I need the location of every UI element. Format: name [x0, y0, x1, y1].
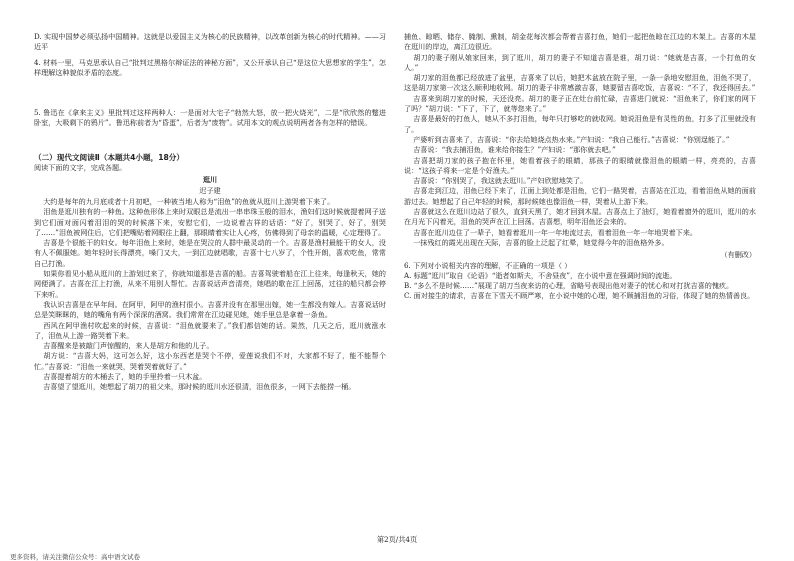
story-paragraph: 西风在阿甲渔村吹起来的时候，吉喜说：“泪鱼就要来了。”我们都信她的话。果然，几天之后，逛川就涨水了，泪鱼从上游一路哭着下来。	[34, 320, 386, 340]
question-6-option-a: A. 标题“逛川”取自《论语》“逝者如斯夫，不舍昼夜”，在小说中意在强调时间的流逝。	[404, 270, 677, 280]
source-note: （有删改）	[720, 250, 756, 260]
story-paragraph: 胡刀的妻子刚从娘家回来，到了逛川，胡刀的妻子不知道吉喜是谁，胡刀说：“她就是吉喜，一个打鱼的女人。”	[404, 52, 756, 72]
story-paragraph: 胡刀家的泪鱼都已经放进了盆里，吉喜来了以后，她把木盆放在院子里，一条一条地安慰泪鱼，泪鱼不哭了，这是胡刀家第一次这么顺利地收网。胡刀的妻子非常感激吉喜，她要留吉喜吃饭，吉喜说：“不了，我还得回去。”	[404, 73, 756, 93]
story-paragraph: 吉喜把胡刀家的孩子抱在怀里，她看着孩子的眼睛，那孩子的眼睛就像泪鱼的眼睛一样，亮亮的，吉喜说：“这孩子将来一定是个好渔夫。”	[404, 155, 756, 175]
story-paragraph: 吉喜是最好的打鱼人，她从不多打泪鱼，每年只打够吃的就收网。她说泪鱼是有灵性的鱼，打多了江里就没有了。	[404, 114, 756, 134]
story-paragraph: 吉喜提着胡方的木桶去了，她的手里拎着一只木盆。	[43, 372, 207, 382]
question-option-d: D. 实现中国梦必须弘扬中国精神。这就是以爱国主义为核心的民族精神，以改革创新为核心的时代精神。——习近平	[34, 32, 386, 52]
section-title: （二）现代文阅读Ⅱ（本题共4小题，18分）	[34, 152, 184, 162]
story-paragraph: 吉喜是个很能干的妇女。每年泪鱼上来时，她是在哭泣的人群中最灵动的一个。吉喜是渔村最能干的女人，没有人不佩服她。她年轻时长得漂亮，嗓门又大，一到江边就唱歌，吉喜十七八岁了，个性开朗，喜欢吃鱼，常常自己打渔。	[34, 238, 386, 268]
story-paragraph: 吉喜说：“你别哭了，我这就去逛川。”产妇欣慰地笑了。	[413, 176, 588, 186]
story-paragraph: 泪鱼是逛川独有的一种鱼。这种鱼形体上来时双眼总是流出一串串珠玉般的泪水，渔妇们这时候就提着网子送到它们面对面闪着泪泪的哭的时候落下来，安慰它们，一边说着吉祥的话语：“好了，别哭了，好了，别哭了……”泪鱼被网住后，它们把嘴贴着网眼往上翻，那眼睛着实让人心疼，仿佛得到了母亲的温暖，心定理得了。	[34, 207, 386, 237]
story-paragraph: 一抹残红的霞光出现在天际，吉喜的脸上泛起了红晕，她觉得今年的泪鱼格外多。	[413, 237, 669, 247]
story-paragraph: 吉喜说：“我去捕泪鱼，谁来给你接生？”产妇说：“那你就去吧。”	[413, 145, 616, 155]
story-paragraph: 胡方说：“吉喜大妈，这可怎么好，这小东西老是哭个不停，爱莲说我们不对，大家都不好了，能不能帮个忙。”吉喜说：“泪鱼一来就哭，哭着哭着就好了。”	[34, 351, 386, 371]
story-title: 逛川	[202, 175, 218, 185]
right-column	[404, 32, 756, 302]
story-paragraph: 如果你看见小船从逛川的上游划过来了，你就知道那是吉喜的船。吉喜驾驶着船在江上往来，每逢秋天，她的网便满了。吉喜在江上打渔，从来不用别人帮忙。吉喜说话声音清亮，她唱的歌在江上回荡，过往的船只都会停下来听。	[34, 269, 386, 299]
question-6: 6. 下列对小说相关内容的理解，不正确的一项是（ ）	[404, 260, 572, 270]
page-number: 第2页/共4页	[376, 535, 418, 544]
story-author: 迟子建	[199, 185, 221, 195]
footer-note: 更多资料，请关注微信公众号：高中语文试卷	[10, 553, 140, 561]
question-5: 5. 鲁迅在《拿来主义》里批判过这样两种人：一是面对大宅子“勃然大怒，放一把火烧光”，二是“欣欣然的蹩进卧室，大吸剩下的鸦片”。鲁迅称前者为“昏蛋”，后者为“废物”。试用本文的观点说明两者各有怎样的错误。	[34, 108, 386, 128]
story-paragraph: 吉喜醒来是被敲门声惊醒的，来人是胡方和他的儿子。	[43, 341, 214, 351]
story-paragraph: 大约是每年的九月底或者十月初吧，一种被当地人称为“泪鱼”的鱼就从逛川上游哭着下来了。	[43, 196, 335, 206]
story-paragraph: 产婆听到吉喜来了，吉喜说：“你去给她烧点热水来。”产妇说：“我自己能行。”吉喜说：“你别逞能了。”	[413, 134, 730, 144]
section-instruction: 阅读下面的文字，完成各题。	[34, 163, 127, 173]
story-paragraph: 吉喜在逛川边住了一辈子，她看着逛川一年一年地流过去，看着泪鱼一年一年地哭着下来。	[413, 227, 697, 237]
question-4: 4. 材料一里，马克思承认自己“批判过黑格尔辩证法的神秘方面”，又公开承认自己“是这位大思想家的学生”，怎样理解这种貌似矛盾的态度。	[34, 57, 386, 77]
question-6-option-c: C. 面对接生的请求，吉喜在下雪天不顾严寒，在小说中她的心理，她不顾捕泪鱼的习俗，体现了她的热情善良。	[404, 291, 755, 301]
story-paragraph: 我认识吉喜是在早年间。在阿甲，阿甲的渔村很小。吉喜并没有在那里出嫁，她一生都没有嫁人。吉喜说话时总是笑眯眯的，她的嘴角有两个深深的酒窝。我们常常在江边碰见她，她手里总是拿着一条鱼。	[34, 299, 386, 320]
left-column	[34, 32, 386, 393]
story-paragraph: 吉喜望了望逛川，她想起了胡刀的祖父来，那时候的逛川水还很清，泪鱼很多，一网下去能捞一桶。	[43, 382, 356, 392]
story-paragraph: 捕鱼、晾晒、储存、腌制、熏制，胡金花每次都会帮着吉喜打鱼，她们一起把鱼晾在江边的木架上。吉喜的木屋在逛川的岸边，离江边很近。	[404, 32, 756, 52]
story-paragraph: 吉喜就这么在逛川边站了很久，直到天黑了，她才回到木屋。吉喜点上了油灯，她看着窗外的逛川，逛川的水在月光下闪着光，泪鱼的哭声在江上回荡。吉喜想，明年泪鱼还会来的。	[404, 207, 756, 227]
story-paragraph: 吉喜走到江边，泪鱼已经下来了，江面上到处都是泪鱼，它们一路哭着，吉喜站在江边，看着泪鱼从她的面前游过去。她想起了自己年轻的时候，那时候她也像泪鱼一样，哭着从上游下来。	[404, 186, 756, 206]
question-6-option-b: B. “多么不是时候……”展现了胡刀当夜来访的心理，省略号表现出他对妻子的忧心和对打扰吉喜的愧疚。	[404, 281, 734, 291]
story-paragraph: 吉喜来到胡刀家的时候，天还没亮。胡刀的妻子正在灶台前忙碌，吉喜进门就说：“泪鱼来了，你们家的网下了吗？”胡刀说：“下了，下了，就等您来了。”	[404, 93, 756, 114]
